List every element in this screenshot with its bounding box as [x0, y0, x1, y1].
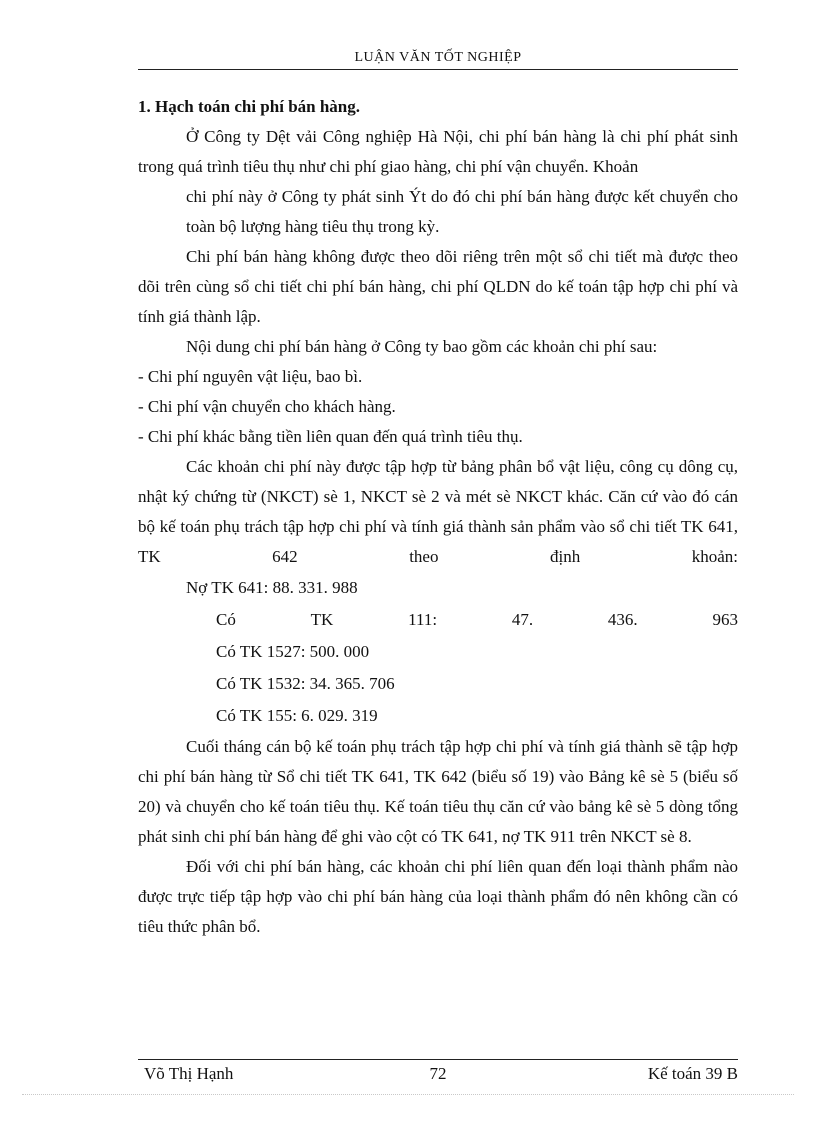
page-edge-dotted-line: [22, 1094, 794, 1095]
entry-credit-1532: Có TK 1532: 34. 365. 706: [216, 674, 395, 693]
paragraph-intro-continued: chi phí này ở Công ty phát sinh Ýt do đó chi phí bán hàng được kết chuyển cho toàn bộ lượng hàng tiêu thụ trong kỳ.: [186, 187, 738, 236]
paragraph-intro: Ở Công ty Dệt vải Công nghiệp Hà Nội, chi phí bán hàng là chi phí phát sinh trong quá trình tiêu thụ như chi phí giao hàng, chi phí vận chuyển. Khoản: [138, 127, 738, 176]
entry-token: 47.: [511, 610, 534, 629]
running-header-title: LUẬN VĂN TỐT NGHIỆP: [354, 50, 522, 65]
footer-author: Võ Thị Hạnh: [144, 1064, 234, 1083]
entry-debit: Nợ TK 641: 88. 331. 988: [186, 578, 358, 597]
page-footer: [138, 1064, 738, 1086]
paragraph-sources: Các khoản chi phí này được tập hợp từ bảng phân bổ vật liệu, công cụ dông cụ, nhật ký chứng từ (NKCT) sè 1, NKCT sè 2 và mét sè NKCT khác. Căn cứ vào đó cán bộ kế toán phụ trách tập hợp chi phí và tính giá thành sản phẩm vào sổ chi tiết TK 641, TK 642 theo định khoản:: [138, 457, 738, 566]
accounting-entries: [138, 572, 738, 732]
entry-credit-155: Có TK 155: 6. 029. 319: [216, 706, 378, 725]
paragraph-content-intro: Nội dung chi phí bán hàng ở Công ty bao gồm các khoản chi phí sau:: [186, 337, 658, 356]
cost-list: [138, 362, 738, 452]
footer-class: Kế toán 39 B: [647, 1064, 738, 1083]
entry-credit-111: [138, 604, 738, 636]
paragraph-month-end: Cuối tháng cán bộ kế toán phụ trách tập hợp chi phí và tính giá thành sẽ tập hợp chi phí bán hàng từ Sổ chi tiết TK 641, TK 642 (biểu số 19) vào Bảng kê sè 5 (biểu số 20) và chuyển cho kế toán tiêu thụ. Kế toán tiêu thụ căn cứ vào bảng kê sè 5 dòng tổng phát sinh chi phí bán hàng để ghi vào cột có TK 641, nợ TK 911 trên NKCT sè 8.: [138, 737, 738, 846]
paragraph-allocation: Đối với chi phí bán hàng, các khoản chi phí liên quan đến loại thành phẩm nào được trực tiếp tập hợp vào chi phí bán hàng của loại thành phẩm đó nên không cần có tiêu thức phân bổ.: [138, 857, 738, 936]
footer-divider: [138, 1059, 738, 1060]
entry-token: 111:: [408, 610, 438, 629]
entry-token: 963: [712, 610, 738, 629]
entry-token: TK: [310, 610, 334, 629]
list-item: - Chi phí vận chuyển cho khách hàng.: [138, 397, 396, 416]
list-item: - Chi phí nguyên vật liệu, bao bì.: [138, 367, 363, 386]
page-number: 72: [429, 1064, 447, 1083]
page-body: [138, 92, 738, 942]
entry-token: Có: [216, 610, 236, 629]
entry-token: 436.: [607, 610, 638, 629]
section-heading: 1. Hạch toán chi phí bán hàng.: [138, 97, 361, 116]
paragraph-tracking: Chi phí bán hàng không được theo dõi riêng trên một sổ chi tiết mà được theo dõi trên cùng sổ chi tiết chi phí bán hàng, chi phí QLDN do kế toán tập hợp chi phí và tính giá thành lập.: [138, 247, 738, 326]
list-item: - Chi phí khác bằng tiền liên quan đến quá trình tiêu thụ.: [138, 427, 523, 446]
entry-credit-1527: Có TK 1527: 500. 000: [216, 642, 370, 661]
header-divider: [138, 69, 738, 70]
